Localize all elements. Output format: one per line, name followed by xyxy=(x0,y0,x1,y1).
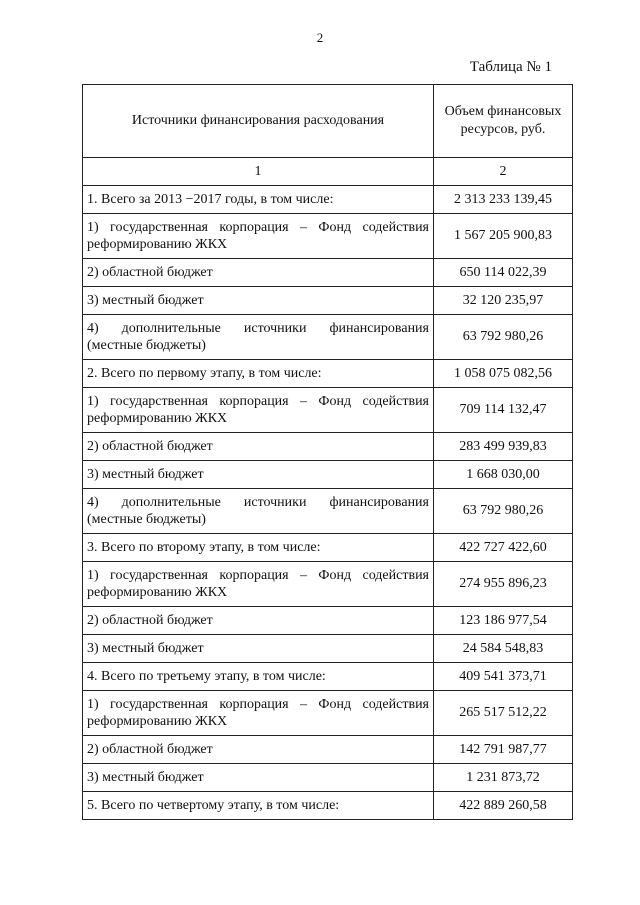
funding-source-cell: 2. Всего по первому этапу, в том числе: xyxy=(83,360,434,388)
table-caption: Таблица № 1 xyxy=(469,59,552,75)
table-row xyxy=(83,663,573,691)
amount-cell: 63 792 980,26 xyxy=(434,489,573,534)
amount-cell: 409 541 373,71 xyxy=(434,663,573,691)
funding-source-cell: 1) государственная корпорация – Фонд содействия реформированию ЖКХ xyxy=(83,562,434,607)
funding-source-cell: 1) государственная корпорация – Фонд содействия реформированию ЖКХ xyxy=(83,214,434,259)
table-row xyxy=(83,259,573,287)
funding-source-cell: 4. Всего по третьему этапу, в том числе: xyxy=(83,663,434,691)
table-row xyxy=(83,360,573,388)
funding-source-cell: 3. Всего по второму этапу, в том числе: xyxy=(83,534,434,562)
amount-cell: 142 791 987,77 xyxy=(434,736,573,764)
amount-cell: 422 727 422,60 xyxy=(434,534,573,562)
funding-source-cell: 3) местный бюджет xyxy=(83,635,434,663)
funding-source-cell: 2) областной бюджет xyxy=(83,433,434,461)
table-row xyxy=(83,433,573,461)
amount-cell: 32 120 235,97 xyxy=(434,287,573,315)
table-row xyxy=(83,388,573,433)
amount-cell: 709 114 132,47 xyxy=(434,388,573,433)
table-row xyxy=(83,186,573,214)
table-row xyxy=(83,214,573,259)
funding-source-cell: 2) областной бюджет xyxy=(83,259,434,287)
amount-cell: 650 114 022,39 xyxy=(434,259,573,287)
amount-cell: 274 955 896,23 xyxy=(434,562,573,607)
funding-source-cell: 2) областной бюджет xyxy=(83,736,434,764)
amount-cell: 1 567 205 900,83 xyxy=(434,214,573,259)
table-row xyxy=(83,287,573,315)
table-header-row xyxy=(83,85,573,158)
amount-cell: 422 889 260,58 xyxy=(434,792,573,820)
column-number-1: 1 xyxy=(83,158,434,186)
table-row xyxy=(83,562,573,607)
amount-cell: 1 058 075 082,56 xyxy=(434,360,573,388)
header-sources: Источники финансирования расходования xyxy=(83,85,434,158)
amount-cell: 123 186 977,54 xyxy=(434,607,573,635)
funding-source-cell: 2) областной бюджет xyxy=(83,607,434,635)
funding-source-cell: 1. Всего за 2013 −2017 годы, в том числе: xyxy=(83,186,434,214)
financing-table xyxy=(82,84,573,820)
amount-cell: 265 517 512,22 xyxy=(434,691,573,736)
funding-source-cell: 1) государственная корпорация – Фонд содействия реформированию ЖКХ xyxy=(83,691,434,736)
amount-cell: 2 313 233 139,45 xyxy=(434,186,573,214)
funding-source-cell: 3) местный бюджет xyxy=(83,764,434,792)
funding-source-cell: 4) дополнительные источники финансирования (местные бюджеты) xyxy=(83,315,434,360)
column-number-2: 2 xyxy=(434,158,573,186)
table-row xyxy=(83,489,573,534)
page-number: 2 xyxy=(316,30,324,45)
table-row xyxy=(83,635,573,663)
table-row xyxy=(83,792,573,820)
funding-source-cell: 5. Всего по четвертому этапу, в том числе: xyxy=(83,792,434,820)
table-row xyxy=(83,607,573,635)
table-row xyxy=(83,736,573,764)
header-amount: Объем финансовых ресурсов, руб. xyxy=(434,85,573,158)
funding-source-cell: 4) дополнительные источники финансирования (местные бюджеты) xyxy=(83,489,434,534)
amount-cell: 1 668 030,00 xyxy=(434,461,573,489)
table-row xyxy=(83,315,573,360)
funding-source-cell: 3) местный бюджет xyxy=(83,287,434,315)
table-row xyxy=(83,691,573,736)
table-body xyxy=(83,186,573,820)
amount-cell: 63 792 980,26 xyxy=(434,315,573,360)
amount-cell: 24 584 548,83 xyxy=(434,635,573,663)
table-row xyxy=(83,461,573,489)
table-row xyxy=(83,764,573,792)
amount-cell: 1 231 873,72 xyxy=(434,764,573,792)
table-row xyxy=(83,534,573,562)
column-number-row xyxy=(83,158,573,186)
amount-cell: 283 499 939,83 xyxy=(434,433,573,461)
funding-source-cell: 1) государственная корпорация – Фонд содействия реформированию ЖКХ xyxy=(83,388,434,433)
funding-source-cell: 3) местный бюджет xyxy=(83,461,434,489)
